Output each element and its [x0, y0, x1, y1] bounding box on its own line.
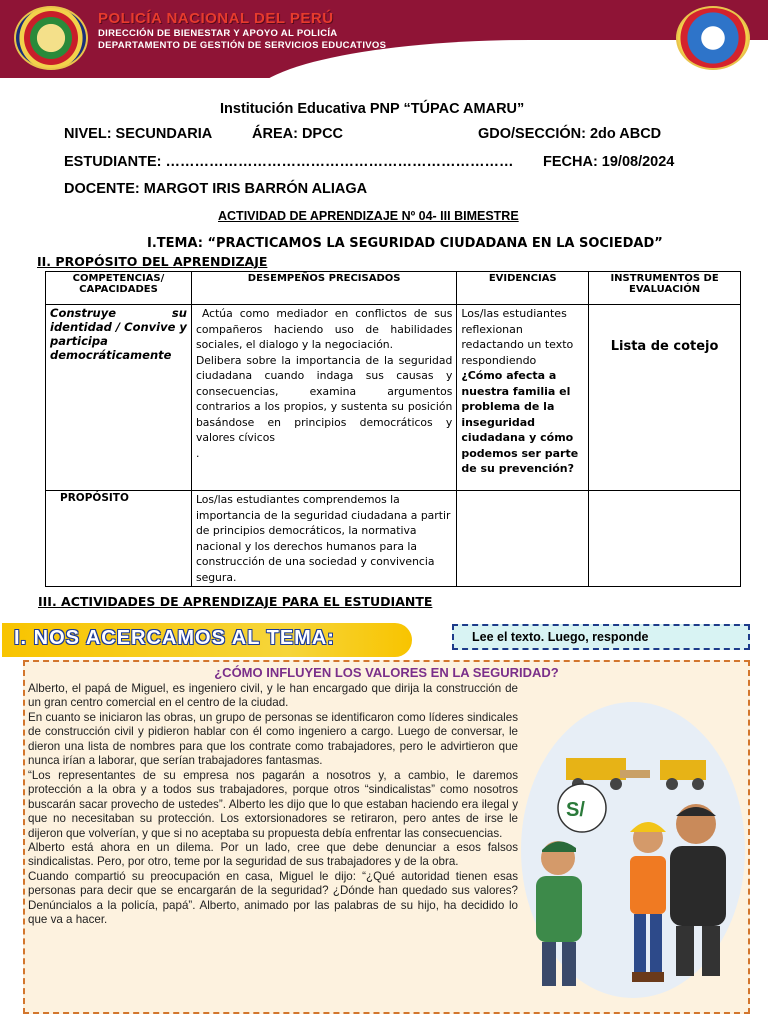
- proposito-table: [45, 271, 741, 587]
- activities-heading: III. ACTIVIDADES DE APRENDIZAJE PARA EL ESTUDIANTE: [38, 594, 433, 609]
- header-evidencias: EVIDENCIAS: [457, 272, 589, 305]
- school-crest-icon: [676, 6, 750, 70]
- desempeno-text-2: Delibera sobre la importancia de la seguridad ciudadana cuando indaga sus causas y consecuencias, examina argumentos contrarios a los propios, y sustenta su posición basándose en principios democráticos y valores cívicos: [195, 353, 453, 444]
- empty-cell: [457, 491, 589, 587]
- header-desempenos: DESEMPEÑOS PRECISADOS: [191, 272, 456, 305]
- proposito-heading: II. PROPÓSITO DEL APRENDIZAJE: [37, 254, 268, 269]
- story-paragraph: Alberto, el papá de Miguel, es ingeniero civil, y le han encargado que dirija la construcción de un gran centro comercial en el centro de la ciudad.: [28, 682, 518, 710]
- sign-text: S/: [566, 799, 585, 821]
- table-row: [46, 305, 741, 491]
- instrumento-cell: Lista de cotejo: [589, 305, 741, 491]
- header-competencias: COMPETENCIAS/ CAPACIDADES: [46, 272, 192, 305]
- evidencia-question: ¿Cómo afecta a nuestra familia el problema de la inseguridad ciudadana y cómo podemos ser parte de su prevención?: [461, 369, 579, 475]
- evidencia-intro: Los/las estudiantes reflexionan redactando un texto respondiendo: [461, 307, 574, 367]
- table-header-row: [46, 272, 741, 305]
- speech-bubble-icon: [558, 784, 606, 832]
- fecha: FECHA: 19/08/2024: [543, 154, 675, 170]
- desempeno-cell: [191, 305, 456, 491]
- competencia-cell: Construye su identidad / Convive y participa democráticamente: [46, 305, 192, 491]
- table-row: [46, 491, 741, 587]
- nivel: NIVEL: SECUNDARIA: [64, 126, 213, 142]
- tema-title: I.TEMA: “PRACTICAMOS LA SEGURIDAD CIUDADANA EN LA SOCIEDAD”: [147, 236, 663, 251]
- area: ÁREA: DPCC: [252, 126, 344, 142]
- proposito-text: Los/las estudiantes comprendemos la importancia de la seguridad ciudadana a partir de principios democráticos, la normativa nacional y los derechos humanos para la construcción de una sociedad y convivencia segura.: [191, 491, 456, 587]
- institution-name: Institución Educativa PNP “TÚPAC AMARU”: [220, 101, 525, 117]
- story-title: ¿CÓMO INFLUYEN LOS VALORES EN LA SEGURIDAD?: [214, 665, 559, 680]
- story-paragraph: Alberto está ahora en un dilema. Por un lado, cree que debe denunciar a esos falsos sindicalistas. Pero, por otro, teme por la seguridad de sus trabajadores y de la obra.: [28, 840, 518, 869]
- construction-scene-illustration: [520, 700, 746, 1000]
- banner-line-1: DIRECCIÓN DE BIENESTAR Y APOYO AL POLICÍA: [98, 28, 338, 39]
- banner-line-2: DEPARTAMENTO DE GESTIÓN DE SERVICIOS EDUCATIVOS: [98, 40, 387, 51]
- empty-cell: [589, 491, 741, 587]
- story-text: [28, 682, 518, 928]
- desempeno-text-1: Actúa como mediador en conflictos de sus compañeros haciendo uso de habilidades sociales, el dialogo y la negociación.: [195, 307, 453, 351]
- instruction-box: Lee el texto. Luego, responde: [452, 624, 750, 650]
- grado-seccion: GDO/SECCIÓN: 2do ABCD: [478, 126, 662, 142]
- pnp-seal-icon: [14, 6, 88, 70]
- proposito-label: PROPÓSITO: [46, 491, 192, 587]
- story-paragraph: Cuando compartió su preocupación en casa, Miguel le dijo: “¿Qué autoridad tienen esas personas para decir que se encargarán de la seguridad? ¿Dónde han quedado sus valores? Denúncialos a la policía, papá”. Alberto, animado por las palabras de su hijo, ha decidido lo que va a hacer.: [28, 869, 518, 927]
- section-ribbon-title: I. NOS ACERCAMOS AL TEMA:: [14, 627, 335, 649]
- story-paragraph: “Los representantes de su empresa nos pagarán a nosotros y, a cambio, le daremos protección a la obra y a todos sus trabajadores, porque otros “sindicalistas” como nosotros buscarán sacar provecho de ustedes”. Alberto les dijo que lo que estaban haciendo era ilegal y que no necesitaban su protección. Los extorsionadores se retiraron, pero antes de irse le dijeron que volverían, y que si no aceptaba su propuesta debía enfrentar las consecuencias.: [28, 768, 518, 840]
- desempeno-dot: .: [195, 446, 200, 460]
- actividad-title: ACTIVIDAD DE APRENDIZAJE Nº 04- III BIMESTRE: [218, 209, 519, 223]
- story-paragraph: En cuanto se iniciaron las obras, un grupo de personas se identificaron como líderes sindicales de construcción civil y pidieron hablar con él como ingeniero a cargo. Luego de conversar, le dieron una lista de nombres para que los contrate como trabajadores, pero le advirtieron que nunca irían a laborar, que serían trabajadores fantasmas.: [28, 710, 518, 768]
- banner-title: POLICÍA NACIONAL DEL PERÚ: [98, 10, 334, 27]
- docente: DOCENTE: MARGOT IRIS BARRÓN ALIAGA: [64, 181, 368, 197]
- evidencia-cell: [457, 305, 589, 491]
- estudiante-field: ESTUDIANTE: ………………………………………………………………: [64, 154, 514, 170]
- header-banner: [0, 0, 768, 78]
- header-instrumentos: INSTRUMENTOS DE EVALUACIÓN: [589, 272, 741, 305]
